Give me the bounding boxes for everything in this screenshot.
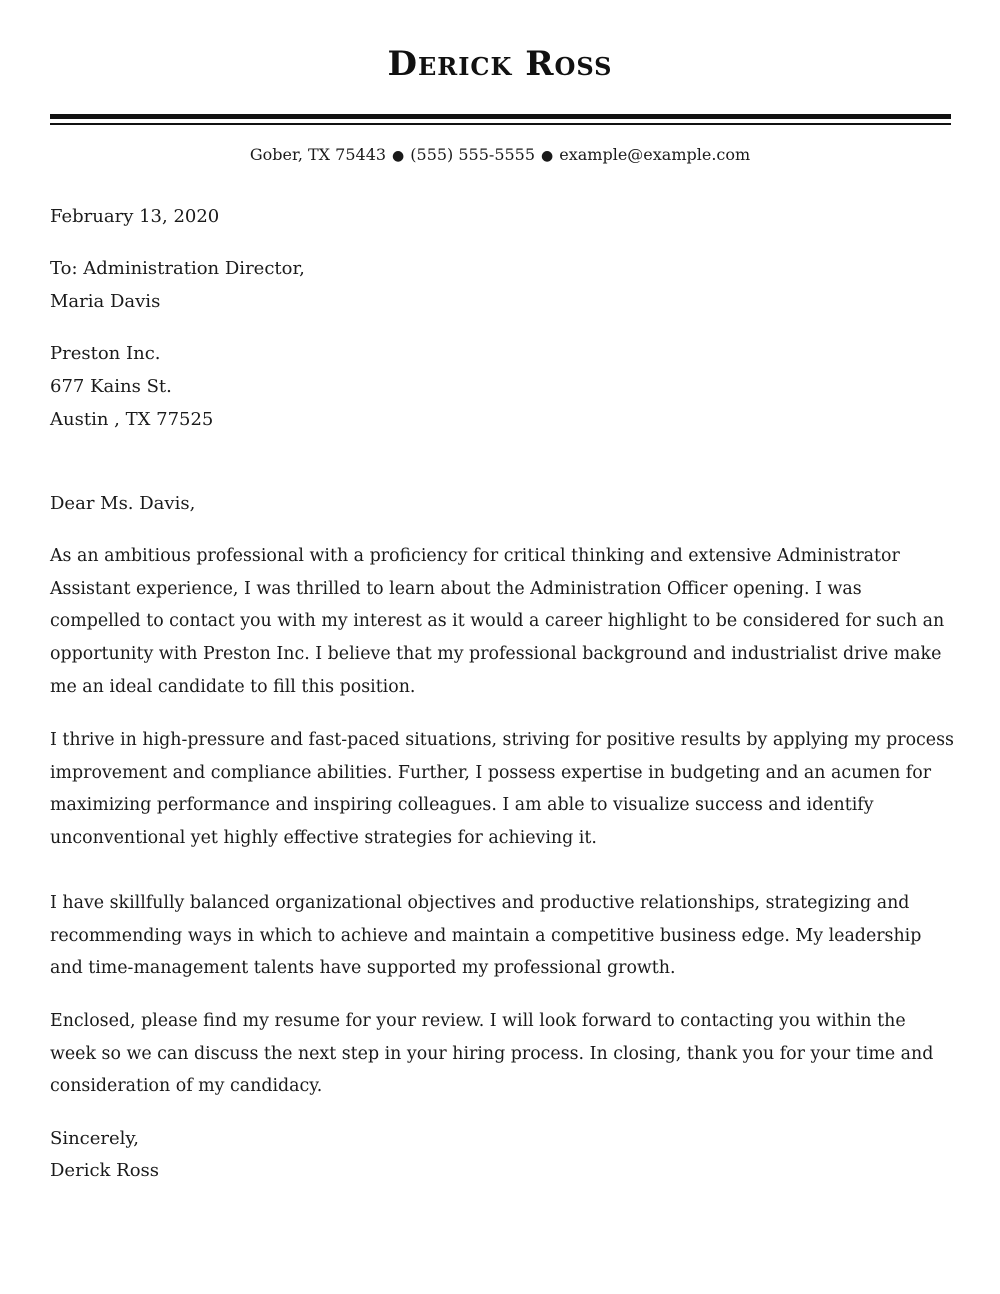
recipient-name: Maria Davis xyxy=(50,291,161,312)
header-rule-thick xyxy=(50,114,951,119)
contact-line xyxy=(0,145,1000,164)
recipient-title: To: Administration Director, xyxy=(50,258,305,279)
header-rule-thin xyxy=(50,123,951,125)
body-paragraph-3: I have skillfully balanced organizational objectives and productive relationships, strategizing and recommending ways in which to achieve and maintain a competitive business edge. My leadership and time-management talents have supported my professional growth. xyxy=(50,893,922,979)
bullet-separator: ● xyxy=(541,148,554,164)
letter-date: February 13, 2020 xyxy=(50,206,220,227)
body-paragraph-1: As an ambitious professional with a proficiency for critical thinking and extensive Administrator Assistant experience, I was thrilled to learn about the Administration Officer opening. I was compelled to contact you with my interest as it would a career highlight to be considered for such an opportunity with Preston Inc. I believe that my professional background and industrialist drive make me an ideal candidate to fill this position. xyxy=(50,546,945,697)
body-paragraph-2: I thrive in high-pressure and fast-paced situations, striving for positive results by applying my process improvement and compliance abilities. Further, I possess expertise in budgeting and an acumen for maximizing performance and inspiring colleagues. I am able to visualize success and identify unconventional yet highly effective strategies for achieving it. xyxy=(50,730,954,849)
recipient-street: 677 Kains St. xyxy=(50,376,172,397)
signature-name: Derick Ross xyxy=(50,1160,160,1181)
bullet-separator: ● xyxy=(392,148,405,164)
salutation: Dear Ms. Davis, xyxy=(50,493,196,514)
recipient-city: Austin , TX 77525 xyxy=(50,409,214,430)
contact-location: Gober, TX 75443 xyxy=(249,145,387,164)
closing-valediction: Sincerely, xyxy=(50,1128,139,1149)
recipient-company: Preston Inc. xyxy=(50,343,161,364)
body-paragraph-4: Enclosed, please find my resume for your review. I will look forward to contacting you within the week so we can discuss the next step in your hiring process. In closing, thank you for your time and consideration of my candidacy. xyxy=(50,1011,934,1097)
contact-email: example@example.com xyxy=(559,145,751,164)
contact-phone: (555) 555-5555 xyxy=(410,145,536,164)
applicant-name: Derick Ross xyxy=(387,44,613,84)
